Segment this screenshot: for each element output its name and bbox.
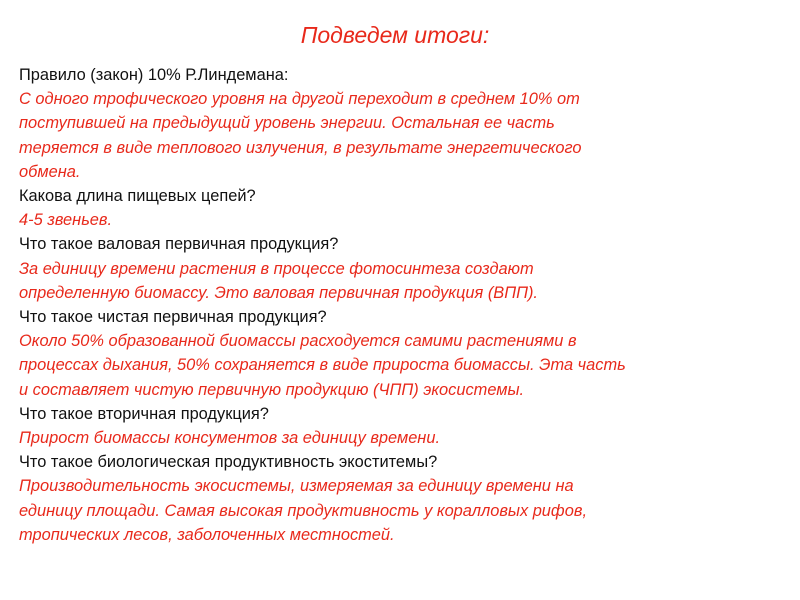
net-production-question xyxy=(19,305,779,329)
secondary-production-answer xyxy=(19,426,779,450)
text-line: Около 50% образованной биомассы расходуется самими растениями в xyxy=(19,332,577,351)
text-line: процессах дыхания, 50% сохраняется в виде прироста биомассы. Эта часть xyxy=(19,356,626,375)
summary-content xyxy=(19,63,779,547)
text-line: Что такое вторичная продукция? xyxy=(19,404,269,423)
text-line: единицу площади. Самая высокая продуктивность у коралловых рифов, xyxy=(19,501,588,520)
rule-heading xyxy=(19,63,779,87)
text-line: Производительность экосистемы, измеряемая за единицу времени на xyxy=(19,477,574,496)
text-line: 4-5 звеньев. xyxy=(19,211,113,230)
text-line: определенную биомассу. Это валовая первичная продукция (ВПП). xyxy=(19,283,538,302)
text-line: Прирост биомассы консументов за единицу времени. xyxy=(19,429,440,448)
text-line: Правило (закон) 10% Р.Линдемана: xyxy=(19,66,289,84)
text-line: и составляет чистую первичную продукцию (ЧПП) экосистемы. xyxy=(19,380,525,399)
text-line: тропических лесов, заболоченных местностей. xyxy=(19,525,395,544)
rule-answer xyxy=(19,87,779,184)
productivity-answer xyxy=(19,474,779,547)
slide-title: Подведем итоги: xyxy=(300,22,490,48)
food-chain-question xyxy=(19,184,779,208)
text-line: С одного трофического уровня на другой переходит в среднем 10% от xyxy=(19,90,580,109)
text-line: теряется в виде теплового излучения, в результате энергетического xyxy=(19,138,582,157)
food-chain-answer xyxy=(19,208,779,232)
gross-production-question xyxy=(19,232,779,256)
text-line: За единицу времени растения в процессе фотосинтеза создают xyxy=(19,259,534,278)
gross-production-answer xyxy=(19,257,779,305)
text-line: Какова длина пищевых цепей? xyxy=(19,187,256,206)
productivity-question xyxy=(19,450,779,474)
text-line: Что такое биологическая продуктивность экоститемы? xyxy=(19,453,438,472)
text-line: Что такое валовая первичная продукция? xyxy=(19,235,339,254)
secondary-production-question xyxy=(19,402,779,426)
net-production-answer xyxy=(19,329,779,402)
text-line: поступившей на предыдущий уровень энергии. Остальная ее часть xyxy=(19,114,555,133)
text-line: Что такое чистая первичная продукция? xyxy=(19,308,327,327)
text-line: обмена. xyxy=(19,162,81,181)
